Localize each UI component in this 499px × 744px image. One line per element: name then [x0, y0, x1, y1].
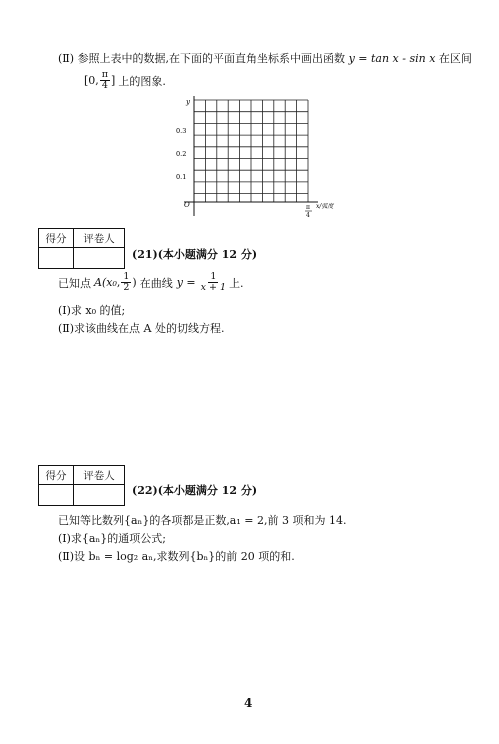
- q21-score-header: 得分: [39, 229, 74, 248]
- q22-sub2: (Ⅱ)设 bₙ = log₂ aₙ,求数列{bₙ}的前 20 项的和.: [58, 550, 295, 563]
- q21-sub1: (Ⅰ)求 x₀ 的值;: [58, 304, 126, 317]
- q21-point-A: A(: [94, 276, 107, 289]
- q21-score-table: [38, 228, 125, 269]
- y-axis-label: y: [186, 98, 190, 106]
- q20-interval-pi: π: [101, 69, 109, 80]
- q20-part2-text-c: 上的图象.: [118, 74, 166, 88]
- q21-stem-b: 在曲线: [139, 276, 173, 290]
- y-tick-0-1: 0.1: [176, 173, 187, 181]
- coordinate-grid: [170, 92, 340, 222]
- q21-grader-cell: [74, 248, 125, 269]
- q22-grader-cell: [74, 485, 125, 506]
- q21-point-close: ): [132, 276, 137, 289]
- q21-curve-fraction: [199, 272, 228, 293]
- grid-lines: [194, 100, 308, 202]
- origin-label: O: [184, 201, 190, 209]
- q21-stem-c: 上.: [229, 276, 244, 290]
- q21-grader-header: 评卷人: [74, 229, 125, 248]
- q21-stem: [58, 272, 244, 293]
- q20-part2-text-b: 在区间: [438, 52, 472, 65]
- q20-interval-close: ]: [111, 74, 116, 87]
- q21-sub2: (Ⅱ)求该曲线在点 A 处的切线方程.: [58, 322, 225, 335]
- q20-interval-fraction: [100, 70, 110, 91]
- q21-point-frac-num: 1: [123, 271, 130, 282]
- q22-score-header: 得分: [39, 466, 74, 485]
- q21-comma: ,: [116, 276, 121, 289]
- q21-curve-den: x + 1: [200, 282, 227, 293]
- q20-interval-open: [0,: [84, 74, 99, 87]
- q22-score-cell: [39, 485, 74, 506]
- q21-score-cell: [39, 248, 74, 269]
- q22-title: (22)(本小题满分 12 分): [132, 484, 258, 497]
- x-tick-4: 4: [306, 212, 310, 219]
- y-tick-0-2: 0.2: [176, 150, 187, 158]
- x-tick-pi: π: [306, 204, 310, 211]
- q20-function: y = tan x - sin x: [348, 52, 436, 65]
- q21-stem-a: 已知点: [58, 276, 91, 290]
- q22-stem: 已知等比数列{aₙ}的各项都是正数,a₁ = 2,前 3 项和为 14.: [58, 514, 347, 527]
- q20-part2-line2: [84, 70, 166, 91]
- q20-part2-line1: [58, 50, 472, 66]
- q22-sub1: (Ⅰ)求{aₙ}的通项公式;: [58, 532, 166, 545]
- q21-x0: x₀: [106, 276, 117, 289]
- q21-point-frac-den: 2: [123, 282, 130, 293]
- q20-interval-4: 4: [101, 80, 108, 91]
- q20-part2-label: (Ⅱ): [58, 52, 75, 65]
- q21-y-eq: y =: [176, 276, 196, 289]
- y-tick-0-3: 0.3: [176, 127, 187, 135]
- q21-curve-num: 1: [210, 271, 217, 282]
- q21-point-fraction: [121, 272, 131, 293]
- q21-title: (21)(本小题满分 12 分): [132, 248, 258, 261]
- q22-grader-header: 评卷人: [74, 466, 125, 485]
- q20-part2-text-a: 参照上表中的数据,在下面的平面直角坐标系中画出函数: [77, 52, 346, 65]
- q22-score-table: [38, 465, 125, 506]
- page-number: 4: [244, 696, 253, 710]
- x-axis-label: x/弧度: [316, 203, 334, 210]
